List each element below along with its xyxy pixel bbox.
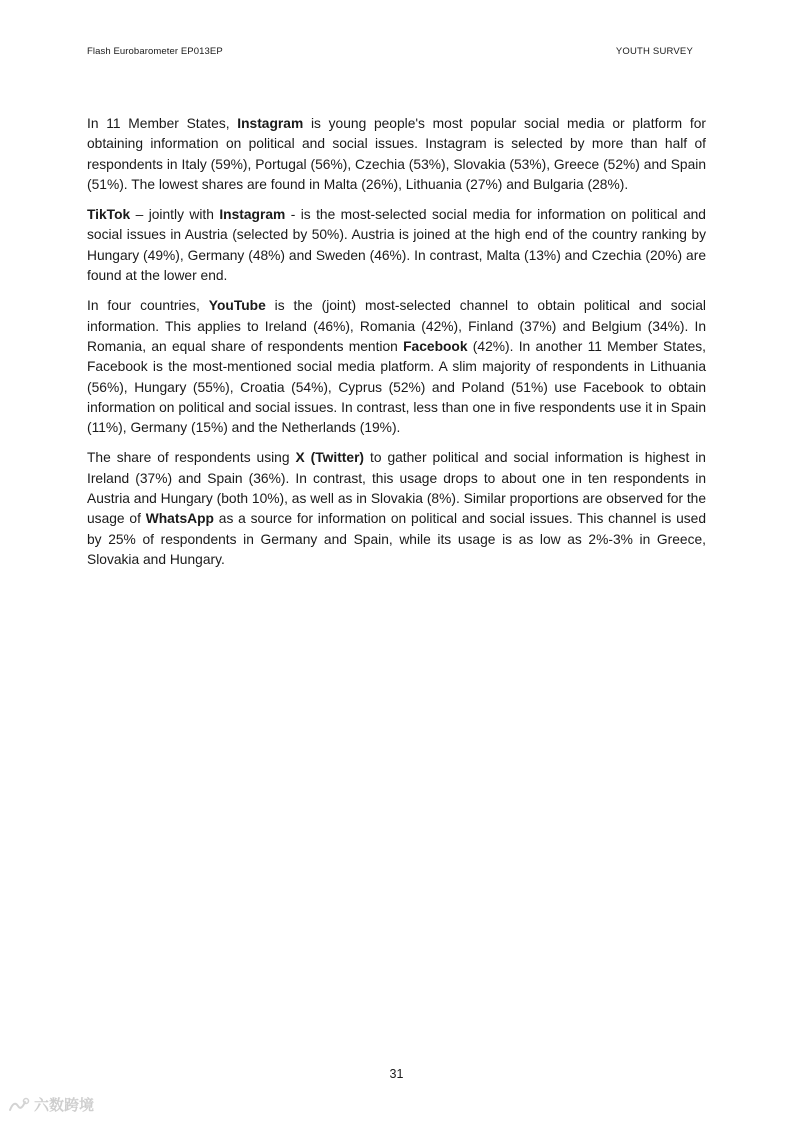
bold-term: TikTok: [87, 207, 131, 223]
text-run: is young people's most popular social media or platform for obtaining information on political and social issues. Instagram is selected by more than half of respondents in Italy (59%), Portugal (56%), Czechia (53%), Slovakia (53%), Greece (52%) and Spain (51%). The lowest shares are found in Malta (26%), Lithuania (27%) and Bulgaria (28%).: [87, 116, 706, 192]
text-run: as a source for information on political and social issues. This channel is used by 25% of respondents in Germany and Spain, while its usage is as low as 2%-3% in Greece, Slovakia and Hungary.: [87, 511, 706, 567]
text-run: The share of respondents using: [87, 450, 296, 466]
bold-term: X (Twitter): [295, 450, 365, 466]
running-header-left: Flash Eurobarometer EP013EP: [87, 46, 223, 57]
text-run: – jointly with: [130, 207, 220, 223]
bold-term: Instagram: [219, 207, 286, 223]
running-header-right: YOUTH SURVEY: [615, 46, 693, 57]
watermark-logo-icon: [8, 1096, 30, 1114]
text-run: is the (joint) most-selected channel to obtain political and social information. This applies to Ireland (46%), Romania (42%), Finland (37%) and Belgium (34%). In Romania, an equal share of respondents mention: [87, 298, 706, 354]
watermark-text: 六数跨境: [34, 1097, 95, 1114]
body-text: [87, 114, 706, 580]
text-run: In four countries,: [87, 298, 209, 314]
paragraph: [87, 114, 706, 195]
text-run: - is the most-selected social media for information on political and social issues in Austria (selected by 50%). Austria is joined at the high end of the country ranking by Hungary (49%), Germany (48%) and Sweden (46%). In contrast, Malta (13%) and Czechia (20%) are found at the lower end.: [87, 207, 706, 284]
text-run: to gather political and social information is highest in Ireland (37%) and Spain (36%). In contrast, this usage drops to about one in ten respondents in Austria and Hungary (both 10%), as well as in Slovakia (8%). Similar proportions are observed for the usage of: [87, 450, 706, 527]
paragraph: [87, 296, 706, 438]
bold-term: Instagram: [237, 116, 304, 131]
text-run: (42%). In another 11 Member States, Facebook is the most-mentioned social media platform. A slim majority of respondents in Lithuania (56%), Hungary (55%), Croatia (54%), Cyprus (52%) and Poland (51%) use Facebook to obtain information on political and social issues. In contrast, less than one in five respondents use it in Spain (11%), Germany (15%) and the Netherlands (19%).: [87, 338, 706, 436]
paragraph: [87, 205, 706, 286]
watermark: [8, 1094, 94, 1115]
paragraph: [87, 448, 706, 570]
text-run: In 11 Member States,: [87, 116, 238, 131]
page-number: 31: [389, 1067, 404, 1081]
bold-term: YouTube: [208, 298, 266, 314]
bold-term: WhatsApp: [145, 511, 214, 527]
bold-term: Facebook: [403, 338, 468, 354]
